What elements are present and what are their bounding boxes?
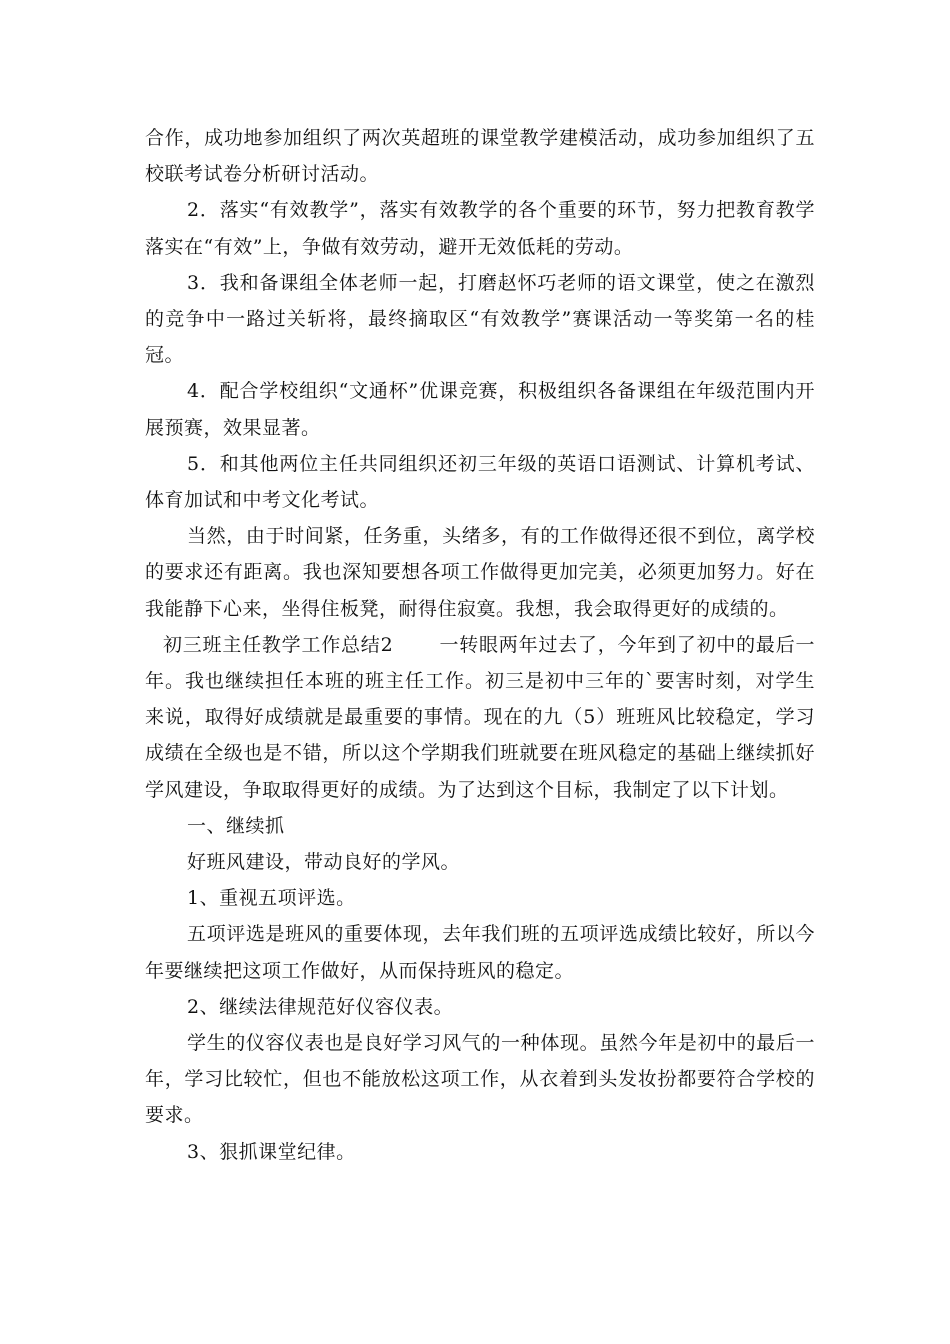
- paragraph-item-5: 5．和其他两位主任共同组织还初三年级的英语口语测试、计算机考试、体育加试和中考文化考试。: [145, 452, 815, 512]
- plan-item-3-title: 3、狠抓课堂纪律。: [187, 1140, 356, 1163]
- section-paragraph: [145, 627, 815, 808]
- plan-heading-1: 一、继续抓: [187, 814, 285, 837]
- document-body: [145, 120, 815, 1170]
- paragraph-continuation: 合作，成功地参加组织了两次英超班的课堂教学建模活动，成功参加组织了五校联考试卷分析研讨活动。: [145, 127, 815, 186]
- plan-item-2-body: 学生的仪容仪表也是良好学习风气的一种体现。虽然今年是初中的最后一年，学习比较忙，但也不能放松这项工作，从衣着到头发妆扮都要符合学校的要求。: [145, 1032, 815, 1127]
- paragraph-conclusion: 当然，由于时间紧，任务重，头绪多，有的工作做得还很不到位，离学校的要求还有距离。我也深知要想各项工作做得更加完美，必须更加努力。好在我能静下心来，坐得住板凳，耐得住寂寞。我想，我会取得更好的成绩的。: [145, 525, 815, 620]
- paragraph-item-2: 2．落实“有效教学”，落实有效教学的各个重要的环节，努力把教育教学落实在“有效”上，争做有效劳动，避开无效低耗的劳动。: [145, 199, 815, 258]
- section-intro: 一转眼两年过去了，今年到了初中的最后一年。我也继续担任本班的班主任工作。初三是初中三年的`要害时刻，对学生来说，取得好成绩就是最重要的事情。现在的九（5）班班风比较稳定，学习成绩在全级也是不错，所以这个学期我们班就要在班风稳定的基础上继续抓好学风建设，争取取得更好的成绩。为了达到这个目标，我制定了以下计划。: [145, 633, 815, 801]
- paragraph-item-3: 3．我和备课组全体老师一起，打磨赵怀巧老师的语文课堂，使之在激烈的竞争中一路过关斩将，最终摘取区“有效教学”赛课活动一等奖第一名的桂冠。: [145, 271, 815, 367]
- plan-item-1-body: 五项评选是班风的重要体现，去年我们班的五项评选成绩比较好，所以今年要继续把这项工作做好，从而保持班风的稳定。: [145, 923, 815, 982]
- section-title: 初三班主任教学工作总结2: [163, 633, 394, 656]
- plan-subheading: 好班风建设，带动良好的学风。: [187, 851, 461, 874]
- plan-item-1-title: 1、重视五项评选。: [187, 887, 356, 910]
- plan-item-2-title: 2、继续法律规范好仪容仪表。: [187, 995, 454, 1018]
- paragraph-item-4: 4．配合学校组织“文通杯”优课竞赛，积极组织各备课组在年级范围内开展预赛，效果显著。: [145, 380, 815, 439]
